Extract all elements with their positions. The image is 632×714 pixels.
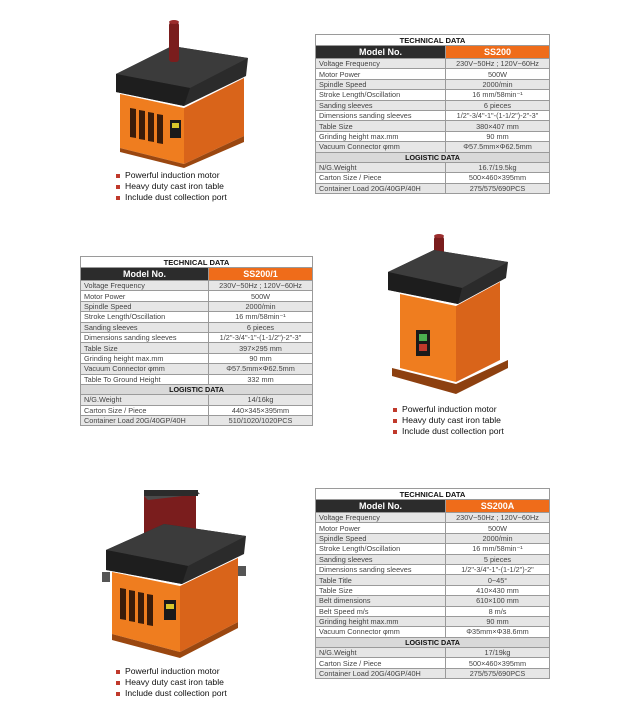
model-label: Model No. [81, 268, 209, 281]
feature-item: Heavy duty cast iron table [116, 181, 227, 192]
table-title: TECHNICAL DATA [316, 35, 550, 46]
table-row: N/G.Weight 17/19kg [316, 648, 550, 658]
table-row: Stroke Length/Oscillation 16 mm/58min⁻¹ [81, 312, 313, 322]
table-row: Voltage Frequency 230V~50Hz ; 120V~60Hz [81, 281, 313, 291]
table-row: Motor Power 500W [81, 291, 313, 301]
table-row: Motor Power 500W [316, 523, 550, 533]
table-row: Container Load 20G/40GP/40H 275/575/690PCS [316, 183, 550, 193]
model-number: SS200/1 [209, 268, 313, 281]
ss200-machine-image [106, 16, 256, 168]
table-row: Carton Size / Piece 440×345×395mm [81, 405, 313, 415]
table-row: N/G.Weight 16.7/19.5kg [316, 162, 550, 172]
table-row: Table Size 410×430 mm [316, 585, 550, 595]
table-row: Sanding sleeves 5 pieces [316, 554, 550, 564]
table-row: Sanding sleeves 6 pieces [81, 322, 313, 332]
logistic-title: LOGISTIC DATA [316, 152, 550, 162]
table-title: TECHNICAL DATA [81, 257, 313, 268]
table-row: Stroke Length/Oscillation 16 mm/58min⁻¹ [316, 544, 550, 554]
feature-item: Powerful induction motor [393, 404, 504, 415]
table-row: Voltage Frequency 230V~50Hz ; 120V~60Hz [316, 513, 550, 523]
ss200-1-machine-image [382, 232, 514, 398]
feature-item: Heavy duty cast iron table [116, 677, 227, 688]
model-number: SS200A [446, 500, 550, 513]
table-title: TECHNICAL DATA [316, 489, 550, 500]
feature-item: Include dust collection port [116, 688, 227, 699]
table-row: Table To Ground Height 332 mm [81, 374, 313, 384]
ss200a-spec-table [315, 488, 550, 679]
table-row: Spindle Speed 2000/min [316, 79, 550, 89]
logistic-title: LOGISTIC DATA [316, 637, 550, 647]
feature-item: Include dust collection port [116, 192, 227, 203]
table-row: Container Load 20G/40GP/40H 275/575/690PCS [316, 668, 550, 678]
table-row: Grinding height max.mm 90 mm [316, 131, 550, 141]
feature-item: Heavy duty cast iron table [393, 415, 504, 426]
feature-item: Include dust collection port [393, 426, 504, 437]
table-row: Table Title 0~45° [316, 575, 550, 585]
table-row: Motor Power 500W [316, 69, 550, 79]
table-row: Container Load 20G/40GP/40H 510/1020/1020PCS [81, 416, 313, 426]
table-row: Vacuum Connector φmm Φ35mm×Φ38.6mm [316, 627, 550, 637]
feature-item: Powerful induction motor [116, 666, 227, 677]
table-row: Grinding height max.mm 90 mm [316, 616, 550, 626]
ss200-1-spec-table [80, 256, 313, 426]
table-row: Carton Size / Piece 500×460×395mm [316, 658, 550, 668]
ss200a-features [116, 666, 227, 699]
table-row: Voltage Frequency 230V~50Hz ; 120V~60Hz [316, 59, 550, 69]
table-row: Belt Speed m/s 8 m/s [316, 606, 550, 616]
feature-item: Powerful induction motor [116, 170, 227, 181]
table-row: Table Size 380×407 mm [316, 121, 550, 131]
table-row: Carton Size / Piece 500×460×395mm [316, 173, 550, 183]
logistic-title: LOGISTIC DATA [81, 384, 313, 394]
table-row: Dimensions sanding sleeves 1/2"-3/4"-1"-(1-1/2")-2"-3" [316, 110, 550, 120]
table-row: Stroke Length/Oscillation 16 mm/58min⁻¹ [316, 90, 550, 100]
table-row: Vacuum Connector φmm Φ57.5mm×Φ62.5mm [81, 364, 313, 374]
ss200a-machine-image [100, 486, 250, 662]
table-row: Spindle Speed 2000/min [81, 301, 313, 311]
ss200-1-features [393, 404, 504, 437]
table-row: Table Size 397×295 mm [81, 343, 313, 353]
table-row: Grinding height max.mm 90 mm [81, 353, 313, 363]
table-row: Sanding sleeves 6 pieces [316, 100, 550, 110]
ss200-features [116, 170, 227, 203]
table-row: Spindle Speed 2000/min [316, 533, 550, 543]
table-row: Vacuum Connector φmm Φ57.5mm×Φ62.5mm [316, 142, 550, 152]
ss200-spec-table [315, 34, 550, 194]
model-label: Model No. [316, 500, 446, 513]
table-row: Belt dimensions 610×100 mm [316, 596, 550, 606]
table-row: N/G.Weight 14/16kg [81, 395, 313, 405]
table-row: Dimensions sanding sleeves 1/2"-3/4"-1"-(1-1/2")-2" [316, 564, 550, 574]
model-label: Model No. [316, 46, 446, 59]
table-row: Dimensions sanding sleeves 1/2"-3/4"-1"-(1-1/2")-2"-3" [81, 332, 313, 342]
model-number: SS200 [446, 46, 550, 59]
